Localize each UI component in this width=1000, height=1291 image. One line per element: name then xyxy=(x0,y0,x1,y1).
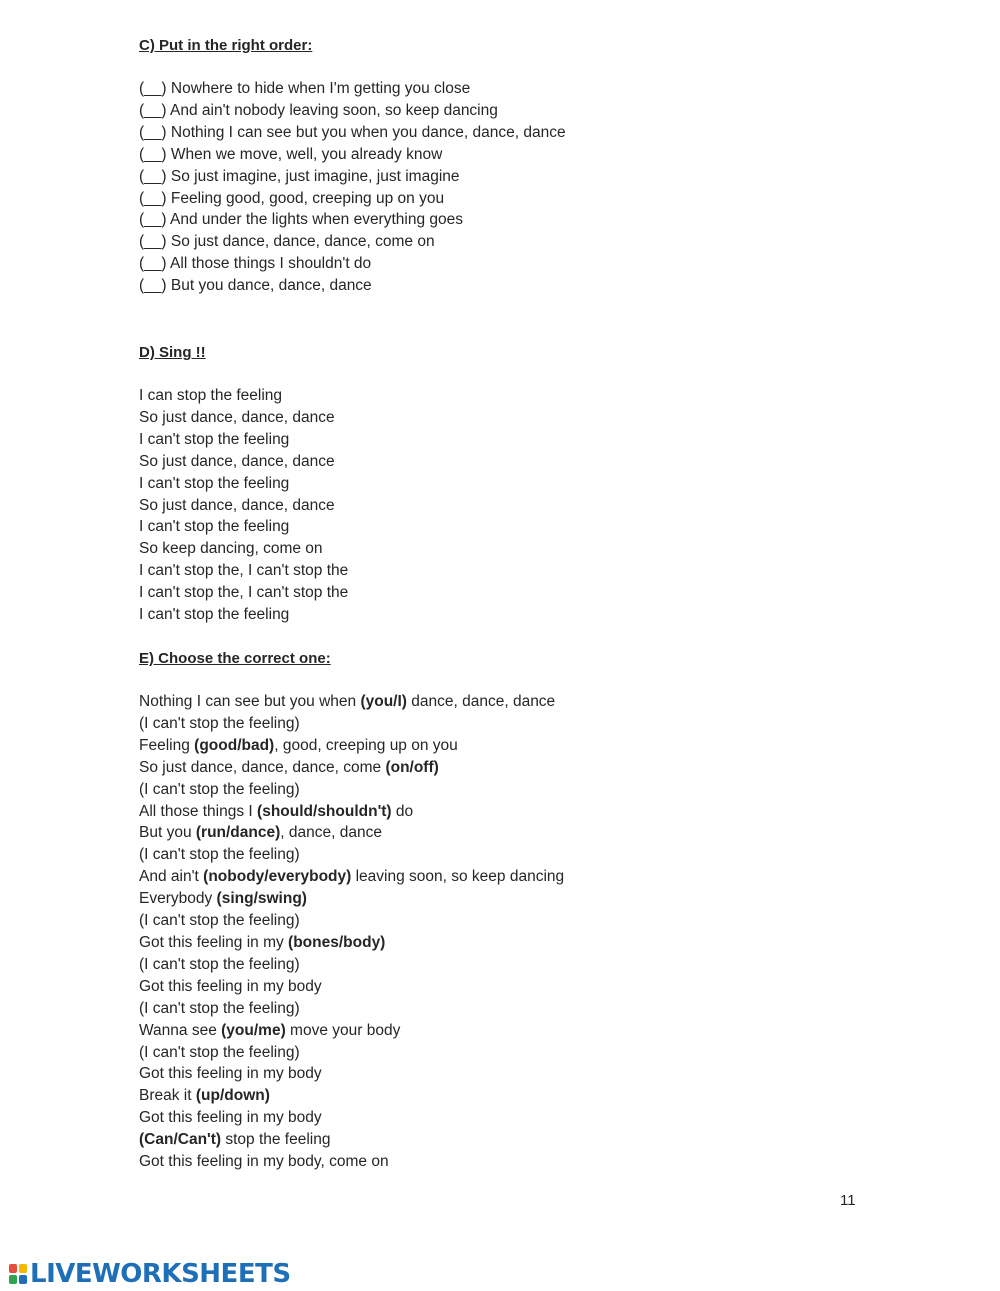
choice-line xyxy=(139,1063,899,1085)
choice-line xyxy=(139,1085,899,1107)
choice-text: , dance, dance xyxy=(280,824,382,842)
choice-option[interactable]: (you/me) xyxy=(221,1021,286,1039)
choice-line xyxy=(139,1042,899,1064)
choice-text: (I can't stop the feeling) xyxy=(139,846,300,864)
order-item-text: But you dance, dance, dance xyxy=(170,277,372,295)
lyric-line: So just dance, dance, dance xyxy=(139,452,335,470)
choice-text: So just dance, dance, dance, come xyxy=(139,758,386,776)
order-item xyxy=(139,188,899,210)
choice-option[interactable]: (run/dance) xyxy=(195,824,281,842)
choice-option[interactable]: (you/I) xyxy=(360,693,407,710)
choice-text: (I can't stop the feeling) xyxy=(139,780,300,798)
order-blank[interactable]: (__) xyxy=(139,145,167,163)
choice-line xyxy=(139,998,899,1020)
choice-text: All those things I xyxy=(139,802,258,820)
lyric-line: I can't stop the, I can't stop the xyxy=(139,562,349,580)
choice-line xyxy=(139,932,899,954)
choice-text: stop the feeling xyxy=(221,1131,331,1149)
section-put-in-order xyxy=(139,35,899,297)
order-item xyxy=(139,122,899,144)
order-item-text: Nowhere to hide when I'm getting you close xyxy=(170,80,471,97)
choice-line xyxy=(139,910,899,932)
choice-option[interactable]: (sing/swing) xyxy=(216,890,307,908)
choice-text: dance, dance, dance xyxy=(406,693,556,710)
choice-line xyxy=(139,954,899,976)
order-item xyxy=(139,144,899,166)
choice-text: Got this feeling in my body, come on xyxy=(139,1153,389,1171)
choice-text: Nothing I can see but you when xyxy=(139,693,361,710)
page-number: 11 xyxy=(840,1192,856,1209)
choice-text: But you xyxy=(139,824,196,842)
choice-text: Got this feeling in my body xyxy=(139,1109,322,1127)
lyric-line: I can't stop the feeling xyxy=(139,518,290,536)
choice-line xyxy=(139,779,899,801)
order-item-text: All those things I shouldn't do xyxy=(170,255,372,273)
choice-text: And ain't xyxy=(139,868,204,886)
choice-line xyxy=(139,691,899,713)
order-blank[interactable]: (__) xyxy=(139,167,167,185)
choice-line xyxy=(139,1129,899,1151)
choice-line xyxy=(139,1020,899,1042)
choice-option[interactable]: (nobody/everybody) xyxy=(203,868,352,886)
order-item xyxy=(139,100,899,122)
choice-line xyxy=(139,822,899,844)
choice-line xyxy=(139,976,899,998)
choice-line xyxy=(139,844,899,866)
choice-text: Got this feeling in my body xyxy=(139,977,322,995)
choice-line xyxy=(139,866,899,888)
choice-text: Got this feeling in my body xyxy=(139,1065,322,1083)
choice-line xyxy=(139,801,899,823)
order-item-text: Feeling good, good, creeping up on you xyxy=(170,189,445,207)
lyric-line: I can't stop the feeling xyxy=(139,474,290,492)
section-d-heading: D) Sing !! xyxy=(139,344,206,361)
choice-line xyxy=(139,713,899,735)
choice-option[interactable]: (good/bad) xyxy=(194,736,275,754)
order-blank[interactable]: (__) xyxy=(139,211,167,229)
order-item-text: And ain't nobody leaving soon, so keep dancing xyxy=(170,101,498,119)
order-item xyxy=(139,275,899,297)
choice-text: do xyxy=(391,802,414,820)
choice-line xyxy=(139,757,899,779)
order-item xyxy=(139,209,899,231)
choice-option[interactable]: (on/off) xyxy=(385,758,439,776)
lyrics-list xyxy=(139,385,899,626)
choice-text: Wanna see xyxy=(139,1021,222,1039)
lyric-line: So just dance, dance, dance xyxy=(139,408,335,426)
section-choose-correct xyxy=(139,648,899,1173)
choice-line xyxy=(139,1107,899,1129)
order-item-text: And under the lights when everything goes xyxy=(170,211,464,229)
choice-text: , good, creeping up on you xyxy=(274,736,458,754)
choice-line xyxy=(139,888,899,910)
lyric-line: I can't stop the feeling xyxy=(139,430,290,448)
order-item-text: When we move, well, you already know xyxy=(170,145,443,163)
order-list xyxy=(139,78,899,297)
choice-text: (I can't stop the feeling) xyxy=(139,955,300,973)
lyric-line: So keep dancing, come on xyxy=(139,540,323,558)
choice-text: Everybody xyxy=(139,890,217,908)
choice-text: leaving soon, so keep dancing xyxy=(351,868,565,886)
order-item xyxy=(139,166,899,188)
order-blank[interactable]: (__) xyxy=(139,255,167,273)
order-item-text: So just imagine, just imagine, just imagine xyxy=(170,167,460,185)
order-blank[interactable]: (__) xyxy=(139,277,167,295)
order-blank[interactable]: (__) xyxy=(139,233,167,251)
order-item xyxy=(139,253,899,275)
brand-name: LIVEWORKSHEETS xyxy=(30,1259,291,1289)
order-item-text: So just dance, dance, dance, come on xyxy=(170,233,435,251)
choice-option[interactable]: (Can/Can't) xyxy=(139,1131,222,1149)
lyric-line: I can stop the feeling xyxy=(139,387,283,404)
order-blank[interactable]: (__) xyxy=(139,123,167,141)
choice-line xyxy=(139,1151,899,1173)
order-item xyxy=(139,231,899,253)
choice-list xyxy=(139,691,899,1173)
choice-text: Break it xyxy=(139,1087,196,1105)
order-blank[interactable]: (__) xyxy=(139,101,167,119)
choice-line xyxy=(139,735,899,757)
lyric-line: I can't stop the feeling xyxy=(139,606,290,624)
choice-text: Got this feeling in my xyxy=(139,933,289,951)
choice-text: (I can't stop the feeling) xyxy=(139,912,300,930)
choice-text: move your body xyxy=(285,1021,401,1039)
lyric-line: So just dance, dance, dance xyxy=(139,496,335,514)
choice-text: Feeling xyxy=(139,736,195,754)
order-blank[interactable]: (__) xyxy=(139,80,167,97)
choice-text: (I can't stop the feeling) xyxy=(139,714,300,732)
section-e-heading: E) Choose the correct one: xyxy=(139,650,331,667)
choice-text: (I can't stop the feeling) xyxy=(139,1043,300,1061)
order-item xyxy=(139,78,899,100)
lyric-line: I can't stop the, I can't stop the xyxy=(139,584,349,602)
liveworksheets-logo-icon xyxy=(8,1263,28,1285)
choice-option[interactable]: (should/shouldn't) xyxy=(257,802,392,820)
order-item-text: Nothing I can see but you when you dance, dance, dance xyxy=(170,123,566,141)
choice-option[interactable]: (bones/body) xyxy=(288,933,386,951)
choice-option[interactable]: (up/down) xyxy=(195,1087,270,1105)
brand-logo[interactable] xyxy=(8,1260,291,1288)
section-sing xyxy=(139,342,899,626)
order-blank[interactable]: (__) xyxy=(139,189,167,207)
choice-text: (I can't stop the feeling) xyxy=(139,999,300,1017)
section-c-heading: C) Put in the right order: xyxy=(139,37,313,54)
